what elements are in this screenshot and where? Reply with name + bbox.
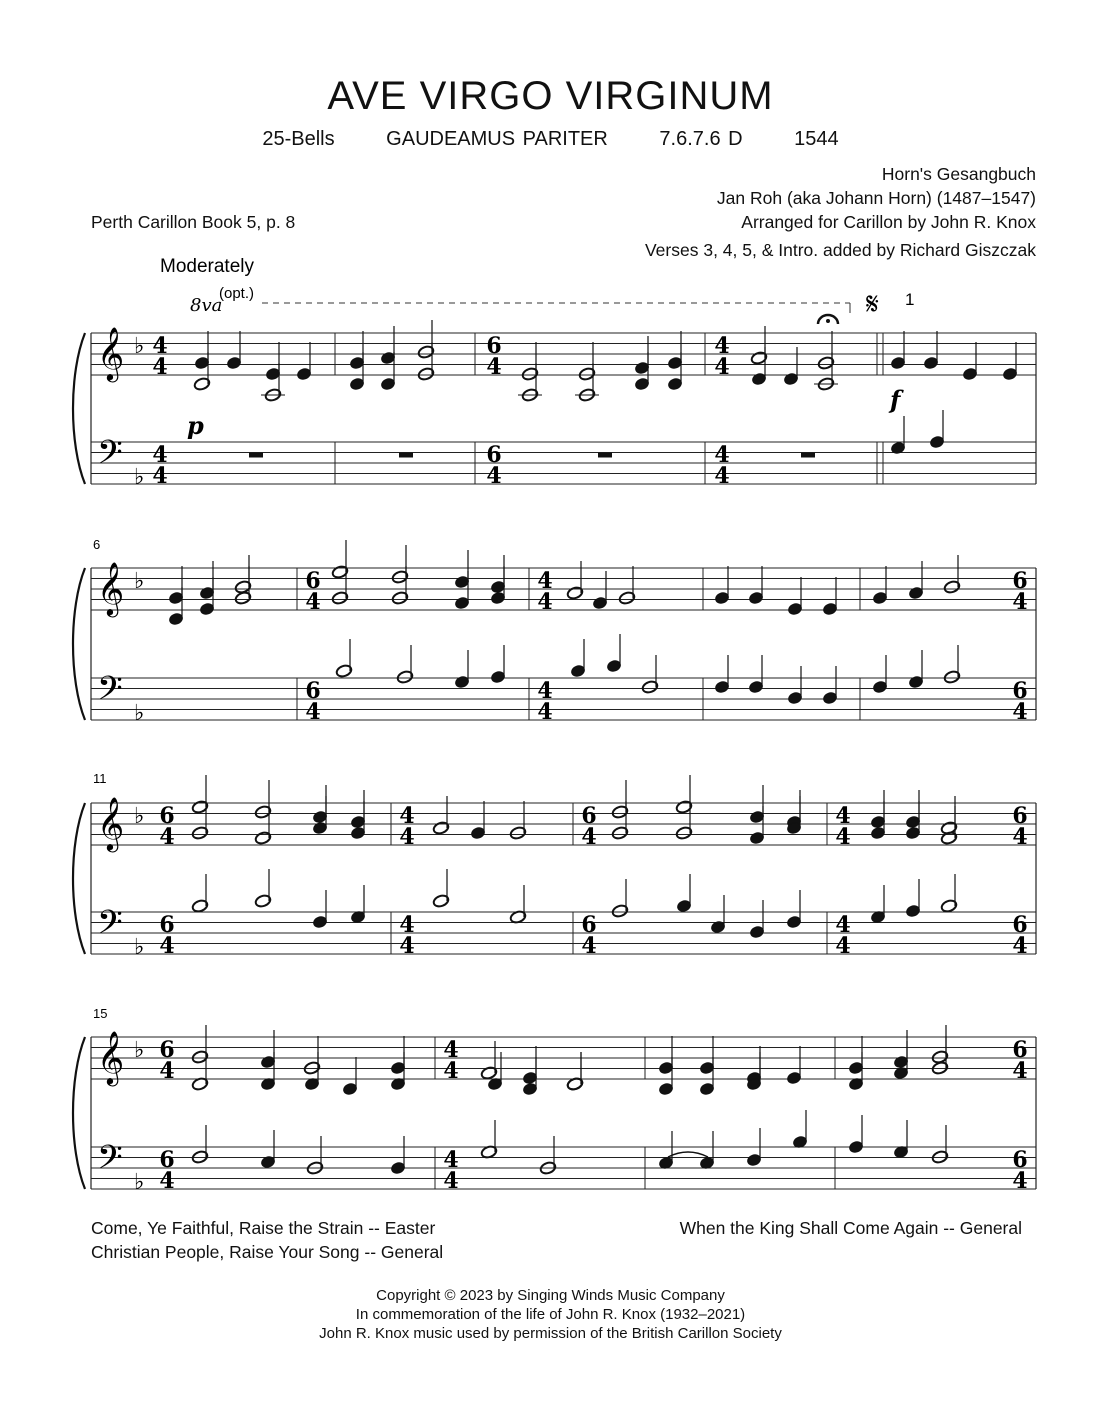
time-sig-bottom: 4 [714,354,730,380]
treble-key-flat-icon: ♭ [134,804,145,829]
composer: Jan Roh (aka Johann Horn) (1487–1547) [716,188,1036,208]
hymn-title-2: Christian People, Raise Your Song -- General [91,1242,444,1262]
treble-clef-icon: 𝄞 [97,1030,125,1084]
time-sig-bottom: 4 [714,463,730,489]
time-sig-top: 6 [581,912,597,938]
time-sig-top: 4 [443,1147,459,1173]
noteheads [168,320,1018,1175]
whole-rest-icon [598,453,612,458]
piece-title: AVE VIRGO VIRGINUM [327,74,774,118]
brace-icon [73,803,85,954]
time-sig-top: 4 [714,442,730,468]
time-sig-top: 4 [537,568,553,594]
tune-name: GAUDEAMUS PARITER [386,128,608,150]
brace-icon [73,333,85,484]
time-sig-top: 6 [1012,1147,1028,1173]
time-sig-bottom: 4 [152,463,168,489]
footer [0,1286,1101,1343]
time-sig-top: 6 [1012,912,1028,938]
time-sig-top: 6 [159,912,175,938]
time-sig-top: 4 [714,333,730,359]
time-sig-bottom: 4 [159,824,175,850]
time-sig-bottom: 4 [537,699,553,725]
bass-key-flat-icon: ♭ [134,465,145,490]
time-sig-top: 6 [486,442,502,468]
time-sig-bottom: 4 [305,589,321,615]
time-sig-top: 4 [399,912,415,938]
segno-number: 1 [905,290,915,309]
time-sig-bottom: 4 [305,699,321,725]
time-sig-bottom: 4 [159,1058,175,1084]
time-sig-bottom: 4 [443,1168,459,1194]
tune-year: 1544 [794,128,839,150]
time-sig-top: 6 [159,1037,175,1063]
treble-key-flat-icon: ♭ [134,569,145,594]
bass-clef-icon: 𝄢 [97,670,123,716]
time-sig-bottom: 4 [1012,824,1028,850]
score-markings [93,256,914,1021]
bass-key-flat-icon: ♭ [134,701,145,726]
bass-key-flat-icon: ♭ [134,935,145,960]
time-sig-bottom: 4 [835,933,851,959]
time-sig-top: 6 [1012,803,1028,829]
tie-icon [668,1152,708,1157]
time-sig-top: 4 [152,442,168,468]
time-sig-top: 4 [835,803,851,829]
time-sig-bottom: 4 [835,824,851,850]
treble-clef-icon: 𝄞 [97,326,125,380]
time-sig-bottom: 4 [1012,933,1028,959]
time-sig-top: 6 [159,803,175,829]
bass-clef-icon: 𝄢 [97,434,123,480]
time-sig-top: 6 [1012,1037,1028,1063]
dynamic-piano: p [187,411,204,440]
segno-icon: 𝄋 [866,287,879,322]
time-sig-bottom: 4 [486,354,502,380]
bell-count: 25-Bells [262,128,335,150]
source-book: Horn's Gesangbuch [881,164,1036,184]
time-sig-top: 6 [159,1147,175,1173]
dynamic-forte: f [890,385,901,414]
bass-clef-icon: 𝄢 [97,904,123,950]
hymn-title-3: When the King Shall Come Again -- General [679,1218,1022,1238]
time-sig-top: 4 [537,678,553,704]
measure-number-11: 11 [93,771,107,786]
time-sig-bottom: 4 [152,354,168,380]
time-sig-bottom: 4 [159,1168,175,1194]
whole-rest-icon [249,453,263,458]
time-sig-bottom: 4 [399,824,415,850]
treble-clef-icon: 𝄞 [97,561,125,615]
time-sig-top: 6 [1012,568,1028,594]
measure-number-15: 15 [93,1006,108,1021]
hymn-meter: 7.6.7.6 D [659,128,743,150]
time-sig-top: 4 [152,333,168,359]
fermata-dot [826,319,830,323]
treble-key-flat-icon: ♭ [134,1038,145,1063]
whole-rest-icon [399,453,413,458]
copyright-notice: Copyright © 2023 by Singing Winds Music Company [376,1287,725,1304]
measure-number-6: 6 [93,537,101,552]
time-sig-bottom: 4 [1012,589,1028,615]
time-sig-top: 4 [399,803,415,829]
time-sig-top: 6 [581,803,597,829]
treble-clef-icon: 𝄞 [97,796,125,850]
ottava-mark: 8va [190,295,223,316]
time-sig-bottom: 4 [1012,699,1028,725]
memorial-notice: In commemoration of the life of John R. Knox (1932–2021) [355,1306,746,1323]
permission-notice: John R. Knox music used by permission of the British Carillon Society [319,1325,782,1342]
time-sig-bottom: 4 [537,589,553,615]
system-3 [73,796,1036,960]
time-sig-top: 4 [835,912,851,938]
ottava-optional-note: (opt.) [219,285,255,302]
time-sig-bottom: 4 [399,933,415,959]
book-reference: Perth Carillon Book 5, p. 8 [91,212,296,232]
brace-icon [73,568,85,720]
tempo-marking: Moderately [160,256,254,277]
hymn-title-1: Come, Ye Faithful, Raise the Strain -- Easter [91,1218,436,1238]
treble-key-flat-icon: ♭ [134,334,145,359]
time-sig-bottom: 4 [443,1058,459,1084]
time-sig-top: 6 [305,568,321,594]
system-2 [73,561,1036,726]
staff-systems [73,326,1036,1195]
time-sig-top: 6 [1012,678,1028,704]
arranger: Arranged for Carillon by John R. Knox [741,212,1036,232]
bass-clef-icon: 𝄢 [97,1139,123,1185]
time-sig-bottom: 4 [1012,1058,1028,1084]
time-sig-bottom: 4 [486,463,502,489]
time-sig-bottom: 4 [1012,1168,1028,1194]
time-sig-top: 6 [486,333,502,359]
time-sig-bottom: 4 [581,824,597,850]
time-sig-top: 6 [305,678,321,704]
time-sig-top: 4 [443,1037,459,1063]
time-sig-bottom: 4 [159,933,175,959]
bass-key-flat-icon: ♭ [134,1170,145,1195]
time-sig-bottom: 4 [581,933,597,959]
additions-credit: Verses 3, 4, 5, & Intro. added by Richard Giszczak [644,240,1036,260]
whole-rest-icon [801,453,815,458]
brace-icon [73,1037,85,1189]
